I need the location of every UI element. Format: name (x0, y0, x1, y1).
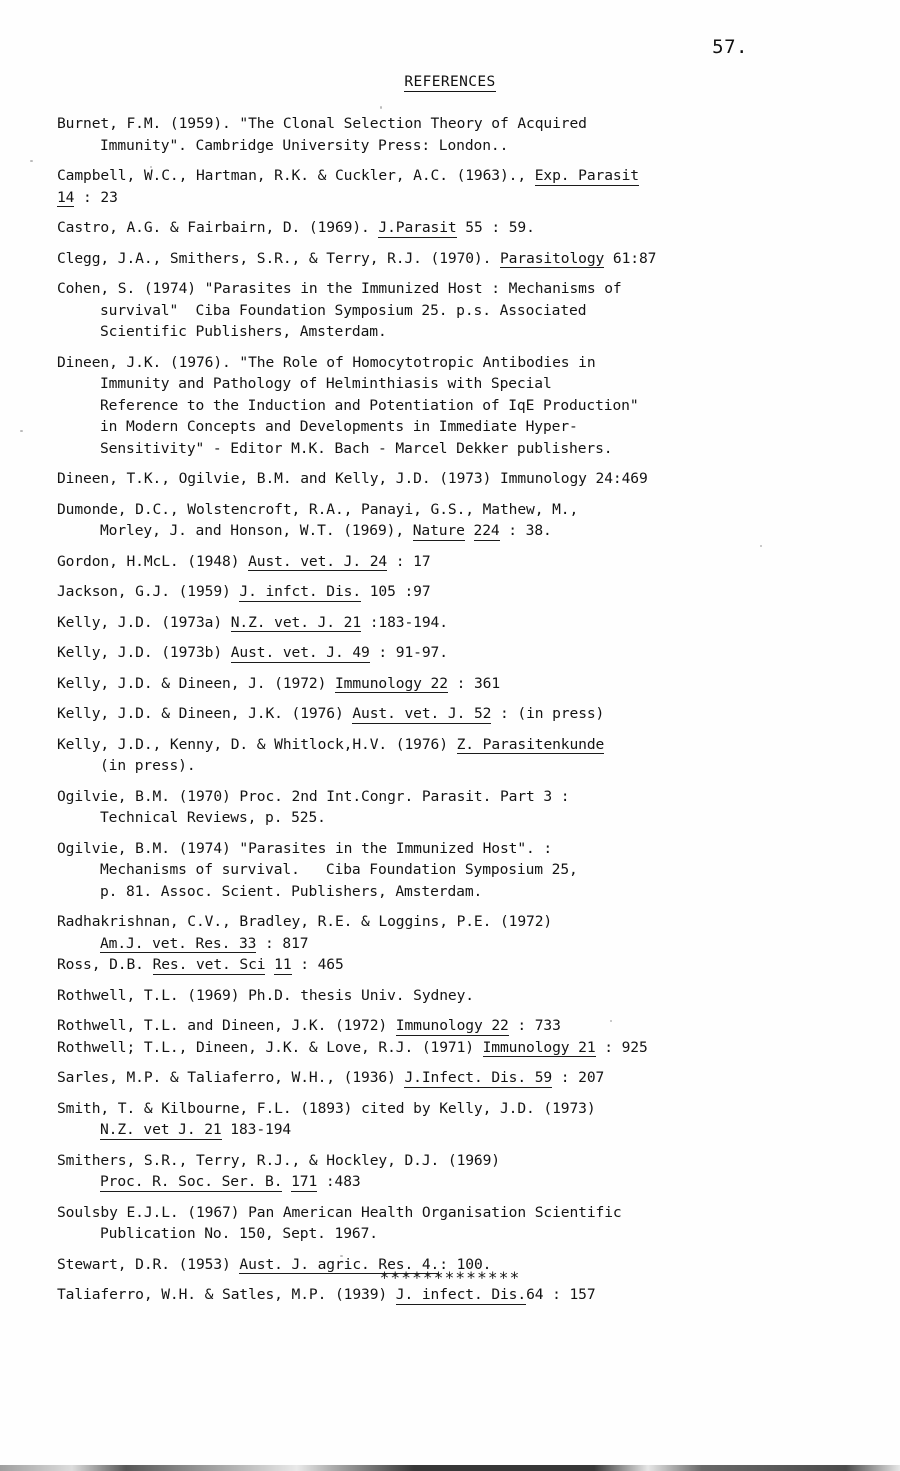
reference-text: Ogilvie, B.M. (1974) "Parasites in the Immunized Host". : (57, 839, 553, 857)
reference-entry (57, 113, 857, 156)
reference-text: : 465 (291, 956, 344, 973)
reference-line (57, 581, 857, 603)
reference-line (57, 416, 857, 438)
reference-text: : 23 (74, 188, 118, 206)
reference-text: Clegg, J.A., Smithers, S.R., & Terry, R.J. (1970). (57, 249, 500, 267)
reference-entry (57, 248, 857, 270)
reference-entry (57, 1037, 857, 1059)
journal-title-underlined: Res. vet. Sci (152, 956, 266, 973)
reference-line (57, 1119, 857, 1141)
reference-line (57, 954, 857, 976)
reference-text: Immunity". Cambridge University Press: London.. (100, 136, 509, 154)
journal-title-underlined: J.Infect. Dis. 59 (404, 1069, 553, 1086)
scan-speck (760, 545, 762, 547)
reference-text: Dineen, J.K. (1976). "The Role of Homocytotropic Antibodies in (57, 353, 596, 371)
reference-text: Publication No. 150, Sept. 1967. (100, 1225, 378, 1242)
reference-text (265, 956, 274, 973)
journal-title-underlined: Z. Parasitenkunde (456, 735, 605, 753)
reference-text: Immunity and Pathology of Helminthiasis with Special (100, 375, 552, 392)
scan-speck (20, 430, 23, 432)
reference-entry (57, 1150, 857, 1193)
scan-speck (62, 990, 64, 992)
reference-entry (57, 468, 857, 490)
journal-title-underlined: Exp. Parasit (534, 167, 639, 184)
reference-line (57, 1150, 857, 1172)
reference-line (57, 135, 857, 157)
reference-line (57, 113, 857, 135)
journal-title-underlined: 14 (57, 188, 75, 206)
reference-entry (57, 786, 857, 829)
journal-title-underlined: J.Parasit (378, 219, 457, 236)
reference-line (57, 468, 857, 490)
reference-text: Jackson, G.J. (1959) (57, 583, 240, 600)
reference-line (57, 217, 857, 239)
reference-text: : 38. (499, 522, 552, 539)
reference-line (57, 703, 857, 725)
reference-text: Rothwell, T.L. and Dineen, J.K. (1972) (57, 1017, 396, 1034)
scan-speck (610, 1020, 612, 1022)
reference-line (57, 438, 857, 460)
reference-text: Scientific Publishers, Amsterdam. (100, 323, 387, 340)
reference-text: : 207 (552, 1069, 605, 1086)
reference-text: Dumonde, D.C., Wolstencroft, R.A., Panayi, G.S., Mathew, M., (57, 500, 579, 518)
reference-text: Reference to the Induction and Potentiation of IqE Production" (100, 396, 639, 414)
reference-text: : 817 (256, 934, 309, 952)
reference-entry (57, 1284, 857, 1306)
scan-speck (380, 106, 382, 109)
reference-line (57, 352, 857, 374)
reference-line (57, 1202, 857, 1224)
reference-line (57, 673, 857, 695)
reference-line (57, 612, 857, 634)
reference-line (57, 1223, 857, 1245)
reference-list (57, 113, 857, 1315)
reference-text (465, 522, 474, 539)
journal-title-underlined: N.Z. vet. J. 21 (230, 613, 362, 631)
reference-text: 61:87 (604, 249, 657, 267)
reference-entry (57, 352, 857, 460)
page-title-text: REFERENCES (404, 74, 496, 90)
reference-text: Morley, J. and Honson, W.T. (1969), (100, 522, 413, 539)
journal-title-underlined: Immunology 22 (334, 674, 448, 692)
reference-line (57, 755, 857, 777)
scan-speck (340, 1255, 343, 1257)
reference-entry (57, 1098, 857, 1141)
reference-entry (57, 499, 857, 542)
reference-text: Castro, A.G. & Fairbairn, D. (1969). (57, 219, 379, 236)
reference-text: Kelly, J.D. & Dineen, J.K. (1976) (57, 705, 353, 722)
reference-entry (57, 1202, 857, 1245)
reference-text: Soulsby E.J.L. (1967) Pan American Health Organisation Scientific (57, 1203, 622, 1221)
journal-title-underlined: Aust. vet. J. 49 (230, 644, 370, 661)
reference-text: Campbell, W.C., Hartman, R.K. & Cuckler, A.C. (1963)., (57, 167, 535, 184)
reference-text: p. 81. Assoc. Scient. Publishers, Amsterdam. (100, 882, 483, 900)
reference-entry (57, 642, 857, 664)
reference-line (57, 985, 857, 1007)
scan-edge-artifact (0, 1465, 900, 1471)
reference-entry (57, 581, 857, 603)
reference-entry (57, 734, 857, 777)
reference-text: :183-194. (361, 613, 448, 631)
reference-text: Gordon, H.McL. (1948) (57, 552, 249, 570)
reference-line (57, 807, 857, 829)
journal-title-underlined: 224 (473, 522, 500, 539)
reference-line (57, 859, 857, 881)
reference-text: : 733 (508, 1017, 561, 1034)
reference-line (57, 373, 857, 395)
reference-text: Kelly, J.D. (1973b) (57, 644, 231, 661)
reference-line (57, 1067, 857, 1089)
reference-text: Cohen, S. (1974) "Parasites in the Immunized Host : Mechanisms of (57, 280, 622, 297)
reference-line (57, 248, 857, 270)
reference-text: 64 : 157 (526, 1286, 596, 1303)
reference-text: : 91-97. (369, 644, 448, 661)
reference-text: 55 : 59. (456, 219, 535, 236)
reference-line (57, 1284, 857, 1306)
reference-text: Sensitivity" - Editor M.K. Bach - Marcel Dekker publishers. (100, 439, 613, 457)
reference-line (57, 395, 857, 417)
reference-text: : 17 (387, 552, 431, 570)
journal-title-underlined: J. infect. Dis. (395, 1286, 527, 1303)
journal-title-underlined: Parasitology (500, 249, 605, 267)
reference-text: in Modern Concepts and Developments in Immediate Hyper- (100, 418, 578, 435)
reference-entry (57, 838, 857, 903)
reference-line (57, 321, 857, 343)
journal-title-underlined: N.Z. vet J. 21 (100, 1121, 222, 1138)
reference-text: : 100. (439, 1255, 492, 1273)
reference-line (57, 881, 857, 903)
reference-line (57, 300, 857, 322)
reference-entry (57, 217, 857, 239)
reference-text: Sarles, M.P. & Taliaferro, W.H., (1936) (57, 1069, 405, 1086)
reference-entry (57, 703, 857, 725)
reference-line (57, 551, 857, 573)
reference-text: Kelly, J.D., Kenny, D. & Whitlock,H.V. (1976) (57, 735, 457, 753)
reference-entry (57, 985, 857, 1007)
journal-title-underlined: 11 (274, 956, 292, 973)
reference-entry (57, 954, 857, 976)
reference-text: 183-194 (221, 1121, 292, 1138)
page-number: 57. (712, 36, 748, 58)
reference-text: : (in press) (491, 705, 605, 722)
reference-text: Rothwell, T.L. (1969) Ph.D. thesis Univ. Sydney. (57, 986, 474, 1004)
reference-text: Mechanisms of survival. Ciba Foundation Symposium 25, (100, 861, 578, 878)
reference-line (57, 786, 857, 808)
journal-title-underlined: Immunology 21 (482, 1038, 596, 1056)
journal-title-underlined: Aust. vet. J. 24 (248, 552, 388, 570)
reference-text: Radhakrishnan, C.V., Bradley, R.E. & Loggins, P.E. (1972) (57, 913, 553, 930)
reference-line (57, 499, 857, 521)
footer-separator: ************* (379, 1268, 521, 1287)
journal-title-underlined: Nature (412, 522, 465, 539)
reference-line (57, 1015, 857, 1037)
scan-speck (30, 160, 33, 162)
reference-entry (57, 1015, 857, 1037)
reference-entry (57, 673, 857, 695)
reference-entry (57, 165, 857, 208)
reference-entry (57, 612, 857, 634)
reference-text: (in press). (100, 757, 196, 774)
reference-text: :483 (317, 1173, 361, 1190)
reference-text: Kelly, J.D. & Dineen, J. (1972) (57, 674, 335, 692)
reference-entry (57, 911, 857, 954)
reference-text: Ogilvie, B.M. (1970) Proc. 2nd Int.Congr. Parasit. Part 3 : (57, 787, 570, 805)
reference-text: Rothwell; T.L., Dineen, J.K. & Love, R.J. (1971) (57, 1038, 483, 1056)
reference-text: Dineen, T.K., Ogilvie, B.M. and Kelly, J.D. (1973) Immunology 24:469 (57, 470, 648, 487)
journal-title-underlined: J. infct. Dis. (239, 583, 362, 600)
reference-text: Technical Reviews, p. 525. (100, 809, 326, 826)
reference-line (57, 520, 857, 542)
reference-text: Smith, T. & Kilbourne, F.L. (1893) cited by Kelly, J.D. (1973) (57, 1099, 596, 1117)
journal-title-underlined: Proc. R. Soc. Ser. B. (100, 1173, 283, 1190)
reference-text: Stewart, D.R. (1953) (57, 1255, 240, 1273)
reference-text: Smithers, S.R., Terry, R.J., & Hockley, D.J. (1969) (57, 1151, 500, 1169)
reference-text: Burnet, F.M. (1959). "The Clonal Selection Theory of Acquired (57, 115, 587, 132)
reference-text: : 361 (447, 674, 501, 692)
reference-line (57, 1171, 857, 1193)
reference-text: Taliaferro, W.H. & Satles, M.P. (1939) (57, 1286, 396, 1303)
reference-line (57, 278, 857, 300)
reference-line (57, 933, 857, 955)
reference-line (57, 838, 857, 860)
scan-speck (150, 166, 152, 168)
reference-entry (57, 278, 857, 343)
reference-text: : 925 (595, 1038, 648, 1056)
reference-line (57, 642, 857, 664)
reference-text: 105 :97 (361, 583, 431, 600)
journal-title-underlined: 171 (291, 1173, 318, 1190)
reference-line (57, 1037, 857, 1059)
reference-line (57, 734, 857, 756)
page-title (0, 74, 900, 90)
reference-text: Ross, D.B. (57, 956, 153, 973)
journal-title-underlined: Am.J. vet. Res. 33 (100, 934, 257, 952)
reference-entry (57, 551, 857, 573)
reference-entry (57, 1067, 857, 1089)
reference-line (57, 165, 857, 187)
reference-text: survival" Ciba Foundation Symposium 25. p.s. Associated (100, 301, 587, 319)
reference-line (57, 1098, 857, 1120)
journal-title-underlined: Aust. vet. J. 52 (352, 705, 492, 722)
journal-title-underlined: Aust. J. agric. Res. 4. (239, 1255, 440, 1273)
reference-line (57, 911, 857, 933)
journal-title-underlined: Immunology 22 (395, 1017, 509, 1034)
reference-text (282, 1173, 291, 1190)
reference-line (57, 187, 857, 209)
reference-text: Kelly, J.D. (1973a) (57, 613, 231, 631)
